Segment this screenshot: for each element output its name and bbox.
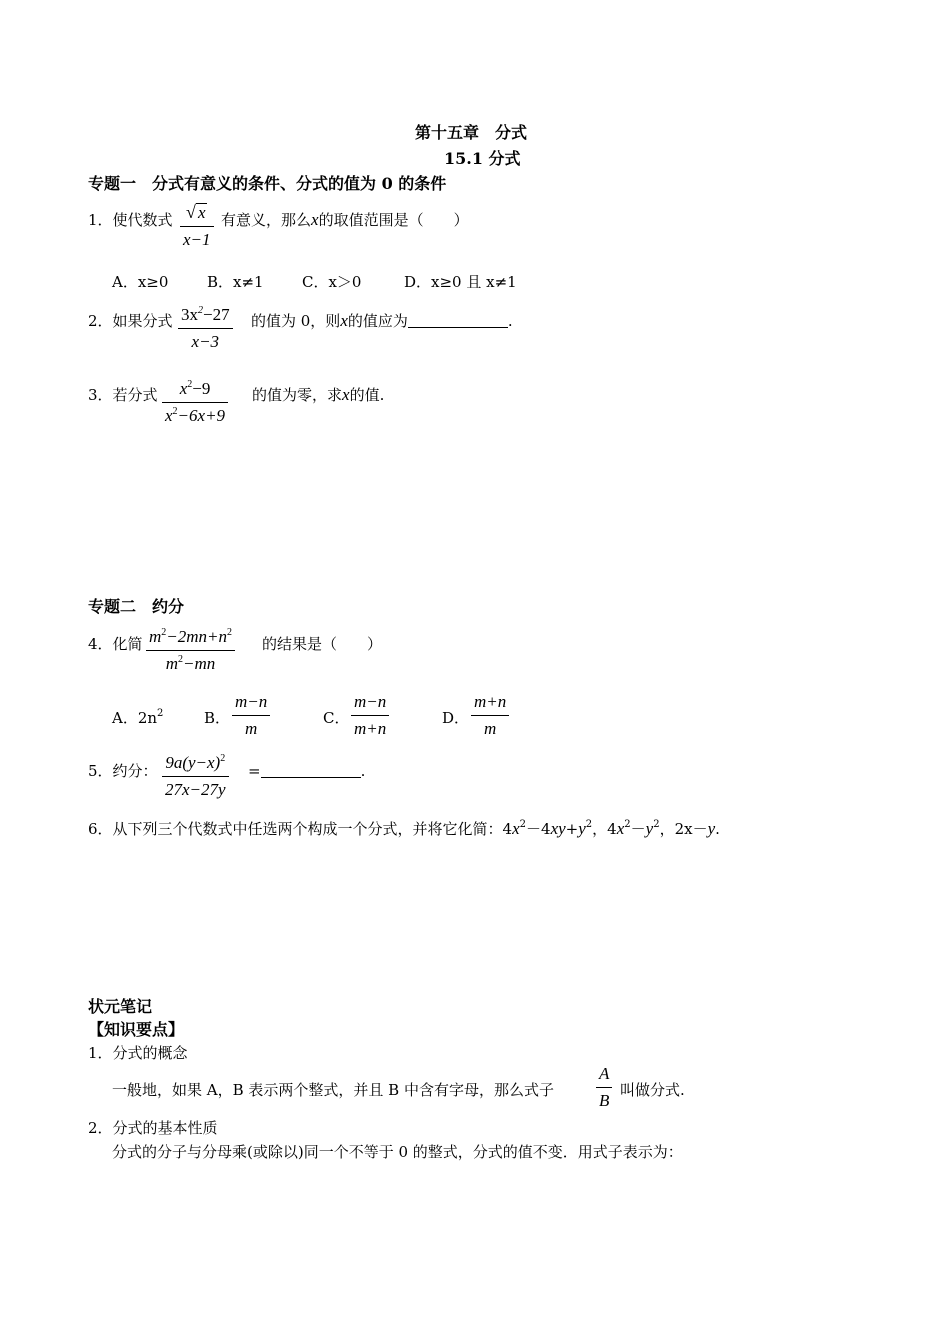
q1-numerator: x: [197, 203, 206, 222]
q5-fraction: $9a(y-x)^2$ 27x−27y: [162, 753, 229, 800]
q1-option-a: A．x≥0: [112, 273, 169, 291]
q3-fraction: $x^2-9$ $x^2-6x+9$: [162, 379, 228, 426]
q3-den-a: x: [165, 406, 173, 425]
q6-part-i: －: [630, 820, 646, 838]
q2-end: .: [507, 312, 513, 330]
q6-part-m: .: [715, 820, 720, 838]
notes-fraction-den: B: [599, 1091, 610, 1110]
q4-num-a: m: [149, 627, 162, 646]
q3-num-b: −9: [192, 379, 211, 398]
q2-answer-blank[interactable]: [408, 313, 508, 328]
q4-option-c-label: C．: [323, 709, 350, 727]
q2-num-a: 3x: [181, 305, 198, 324]
q4-den-b: −mn: [183, 654, 216, 673]
chapter-title: 第十五章 分式: [415, 123, 528, 142]
q2-var: x: [340, 311, 348, 330]
q6-part-c: －4: [526, 820, 551, 838]
q4-suffix: 的结果是（ ）: [262, 635, 383, 653]
q6-part-b: x: [512, 819, 520, 838]
q2-prefix: 2．如果分式: [88, 312, 173, 330]
q4-option-b-label: B．: [204, 709, 231, 727]
q4-fraction: $m^2-2mn+n^2$ $m^2-mn$: [146, 627, 235, 674]
notes-fraction-num: A: [599, 1064, 610, 1083]
q5-answer-blank[interactable]: [261, 763, 361, 778]
q5-numerator: 9a(y−x): [165, 753, 221, 772]
q4-option-c-num: m−n: [354, 692, 387, 711]
q1-option-c: C．x＞0: [302, 273, 362, 291]
q4-option-d-fraction: [471, 692, 509, 739]
q2-num-b: −27: [203, 305, 230, 324]
q1-option-b: B．x≠1: [207, 273, 264, 291]
q6-part-l: y: [707, 819, 716, 838]
q5-denominator: 27x−27y: [165, 780, 226, 799]
q3-den-b: −6x+9: [177, 406, 226, 425]
q6-part-e: +: [565, 820, 579, 838]
q1-denominator: x−1: [183, 230, 211, 249]
q6-part-a: 6．从下列三个代数式中任选两个构成一个分式，并将它化简：4: [88, 820, 513, 838]
topic2-title: 专题二 约分: [88, 597, 185, 616]
q5-end: .: [360, 762, 366, 780]
q5-prefix: 5．约分：: [88, 762, 158, 780]
notes-point1-text-a: 一般地，如果 A，B 表示两个整式，并且 B 中含有字母，那么式子: [112, 1081, 554, 1099]
notes-subtitle: 【知识要点】: [88, 1020, 185, 1039]
q6-part-d: xy: [550, 819, 566, 838]
q3-suffix: [252, 384, 384, 405]
q3-mid-b: 的值.: [349, 386, 385, 404]
q2-denominator: x−3: [191, 332, 220, 351]
notes-point2-title: 2．分式的基本性质: [88, 1119, 218, 1137]
q4-prefix: 4．化简: [88, 635, 143, 653]
q2-fraction: $3x^2-27$ x−3: [178, 305, 233, 352]
q3-prefix: 3．若分式: [88, 386, 158, 404]
q3-var: x: [342, 385, 350, 404]
q3-mid-a: 的值为零，求: [252, 386, 343, 404]
q4-option-a: A．$2n^2$: [112, 708, 164, 727]
q1-fraction: √ x x−1: [180, 202, 214, 250]
q6-part-g: ，4: [592, 820, 617, 838]
notes-fraction-a-over-b: [596, 1064, 612, 1111]
q2-mid-b: 的值应为: [347, 312, 408, 330]
q4-option-a-label: A．2n: [112, 709, 158, 727]
q4-option-d-den: m: [483, 719, 497, 738]
q1-option-d: D．x≥0 且 x≠1: [404, 273, 517, 291]
q3-num-a: x: [179, 379, 188, 398]
q4-option-b-fraction: [232, 692, 270, 739]
q6-part-k: ，2x－: [659, 820, 708, 838]
q5-equals: =: [248, 762, 261, 780]
q4-option-c-fraction: [351, 692, 389, 739]
q4-den-a: m: [165, 654, 179, 673]
q4-num-b: −2mn+n: [166, 627, 228, 646]
q1-suffix-a: 有意义，那么: [221, 211, 312, 229]
q1-prefix: 1．使代数式: [88, 211, 173, 229]
q5-suffix: [248, 762, 365, 780]
q4-option-b-den: m: [244, 719, 258, 738]
q4-option-b-num: m−n: [235, 692, 268, 711]
q2-suffix: [251, 310, 513, 331]
notes-point1-text-b: 叫做分式.: [620, 1081, 685, 1099]
notes-point2-text: 分式的分子与分母乘(或除以)同一个不等于 0 的整式，分式的值不变．用式子表示为：: [112, 1143, 683, 1161]
q1-suffix-b: 的取值范围是（ ）: [318, 211, 469, 229]
q1-var: x: [311, 210, 319, 229]
topic1-title: 专题一 分式有意义的条件、分式的值为 0 的条件: [88, 174, 447, 193]
q4-option-d-num: m+n: [474, 692, 507, 711]
q2-mid-a: 的值为 0，则: [251, 312, 341, 330]
section-title: 15.1 分式: [444, 149, 521, 168]
q6-part-h: x: [616, 819, 625, 838]
q6-part-f: y: [578, 819, 586, 838]
q4-option-c-den: m+n: [354, 719, 387, 738]
q1-suffix: [221, 209, 469, 230]
q6-text: 6．从下列三个代数式中任选两个构成一个分式，并将它化简：$4x^2-4xy+y^2$，$4x^2-y^2$，2x－y.: [88, 819, 720, 838]
notes-title: 状元笔记: [88, 997, 153, 1016]
notes-point1-title: 1．分式的概念: [88, 1044, 188, 1062]
q6-part-j: y: [645, 819, 654, 838]
q4-option-d-label: D．: [442, 709, 470, 727]
